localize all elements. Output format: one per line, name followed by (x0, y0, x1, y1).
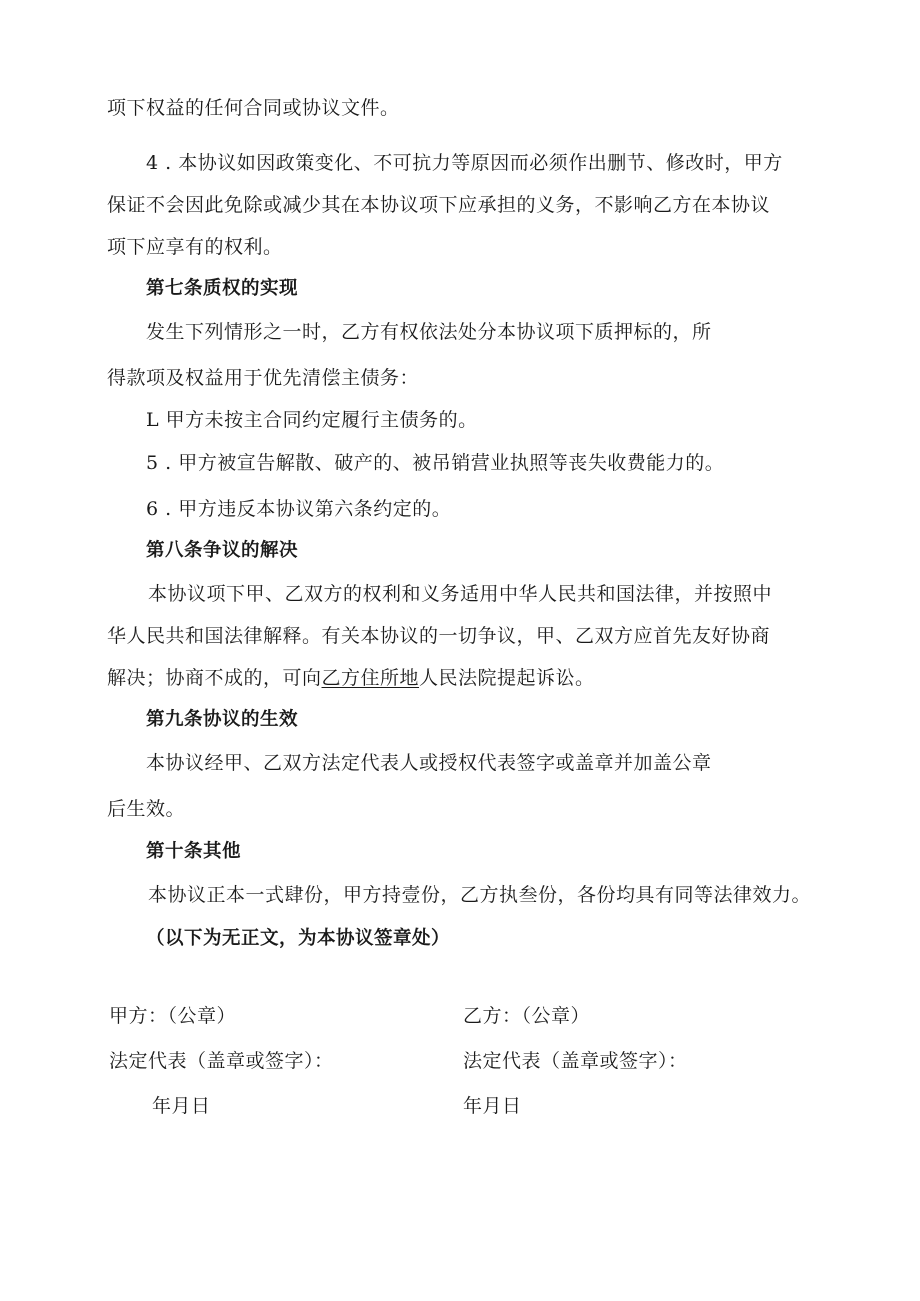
signature-note: （以下为无正文，为本协议签章处） (146, 928, 451, 949)
paragraph-line (107, 666, 595, 690)
paragraph-line: 4 . 本协议如因政策变化、不可抗力等原因而必须作出删节、修改时，甲方 (146, 152, 783, 174)
paragraph-line: 华人民共和国法律解释。有关本协议的一切争议，甲、乙双方应首先友好协商 (107, 625, 771, 647)
paragraph-line: 本协议经甲、乙双方法定代表人或授权代表签字或盖章并加盖公章 (146, 752, 712, 774)
party-b-representative: 法定代表（盖章或签字）： (463, 1050, 688, 1072)
paragraph-line: 项下应享有的权利。 (107, 236, 283, 258)
party-a-seal: 甲方：（公章） (109, 1005, 237, 1027)
list-item: 6 . 甲方违反本协议第六条约定的。 (146, 498, 452, 520)
paragraph-line: 得款项及权益用于优先清偿主债务： (107, 367, 420, 389)
party-a-date: 年月日 (152, 1095, 211, 1117)
paragraph-line: 后生效。 (107, 798, 186, 820)
section-heading-article-9: 第九条协议的生效 (146, 709, 299, 730)
paragraph-line: 保证不会因此免除或减少其在本协议项下应承担的义务，不影响乙方在本协议 (107, 194, 771, 216)
section-heading-article-10: 第十条其他 (146, 841, 242, 862)
party-a-representative: 法定代表（盖章或签字）： (109, 1050, 334, 1072)
paragraph-line: 项下权益的任何合同或协议文件。 (107, 97, 400, 119)
party-b-date: 年月日 (463, 1095, 522, 1117)
paragraph-line: 发生下列情形之一时，乙方有权依法处分本协议项下质押标的，所 (146, 321, 712, 343)
paragraph-line: 本协议项下甲、乙双方的权利和义务适用中华人民共和国法律，并按照中 (148, 583, 773, 605)
paragraph-text: 人民法院提起诉讼。 (419, 667, 595, 689)
underlined-court-location: 乙方住所地 (321, 667, 420, 689)
section-heading-article-7: 第七条质权的实现 (146, 278, 299, 299)
party-b-seal: 乙方：（公章） (463, 1005, 591, 1027)
paragraph-text: 解决；协商不成的，可向 (107, 667, 322, 689)
section-heading-article-8: 第八条争议的解决 (146, 540, 299, 561)
list-item: L 甲方未按主合同约定履行主债务的。 (146, 409, 478, 431)
list-item: 5 . 甲方被宣告解散、破产的、被吊销营业执照等丧失收费能力的。 (146, 452, 725, 474)
paragraph-line: 本协议正本一式肆份，甲方持壹份，乙方执叁份，各份均具有同等法律效力。 (148, 884, 812, 906)
